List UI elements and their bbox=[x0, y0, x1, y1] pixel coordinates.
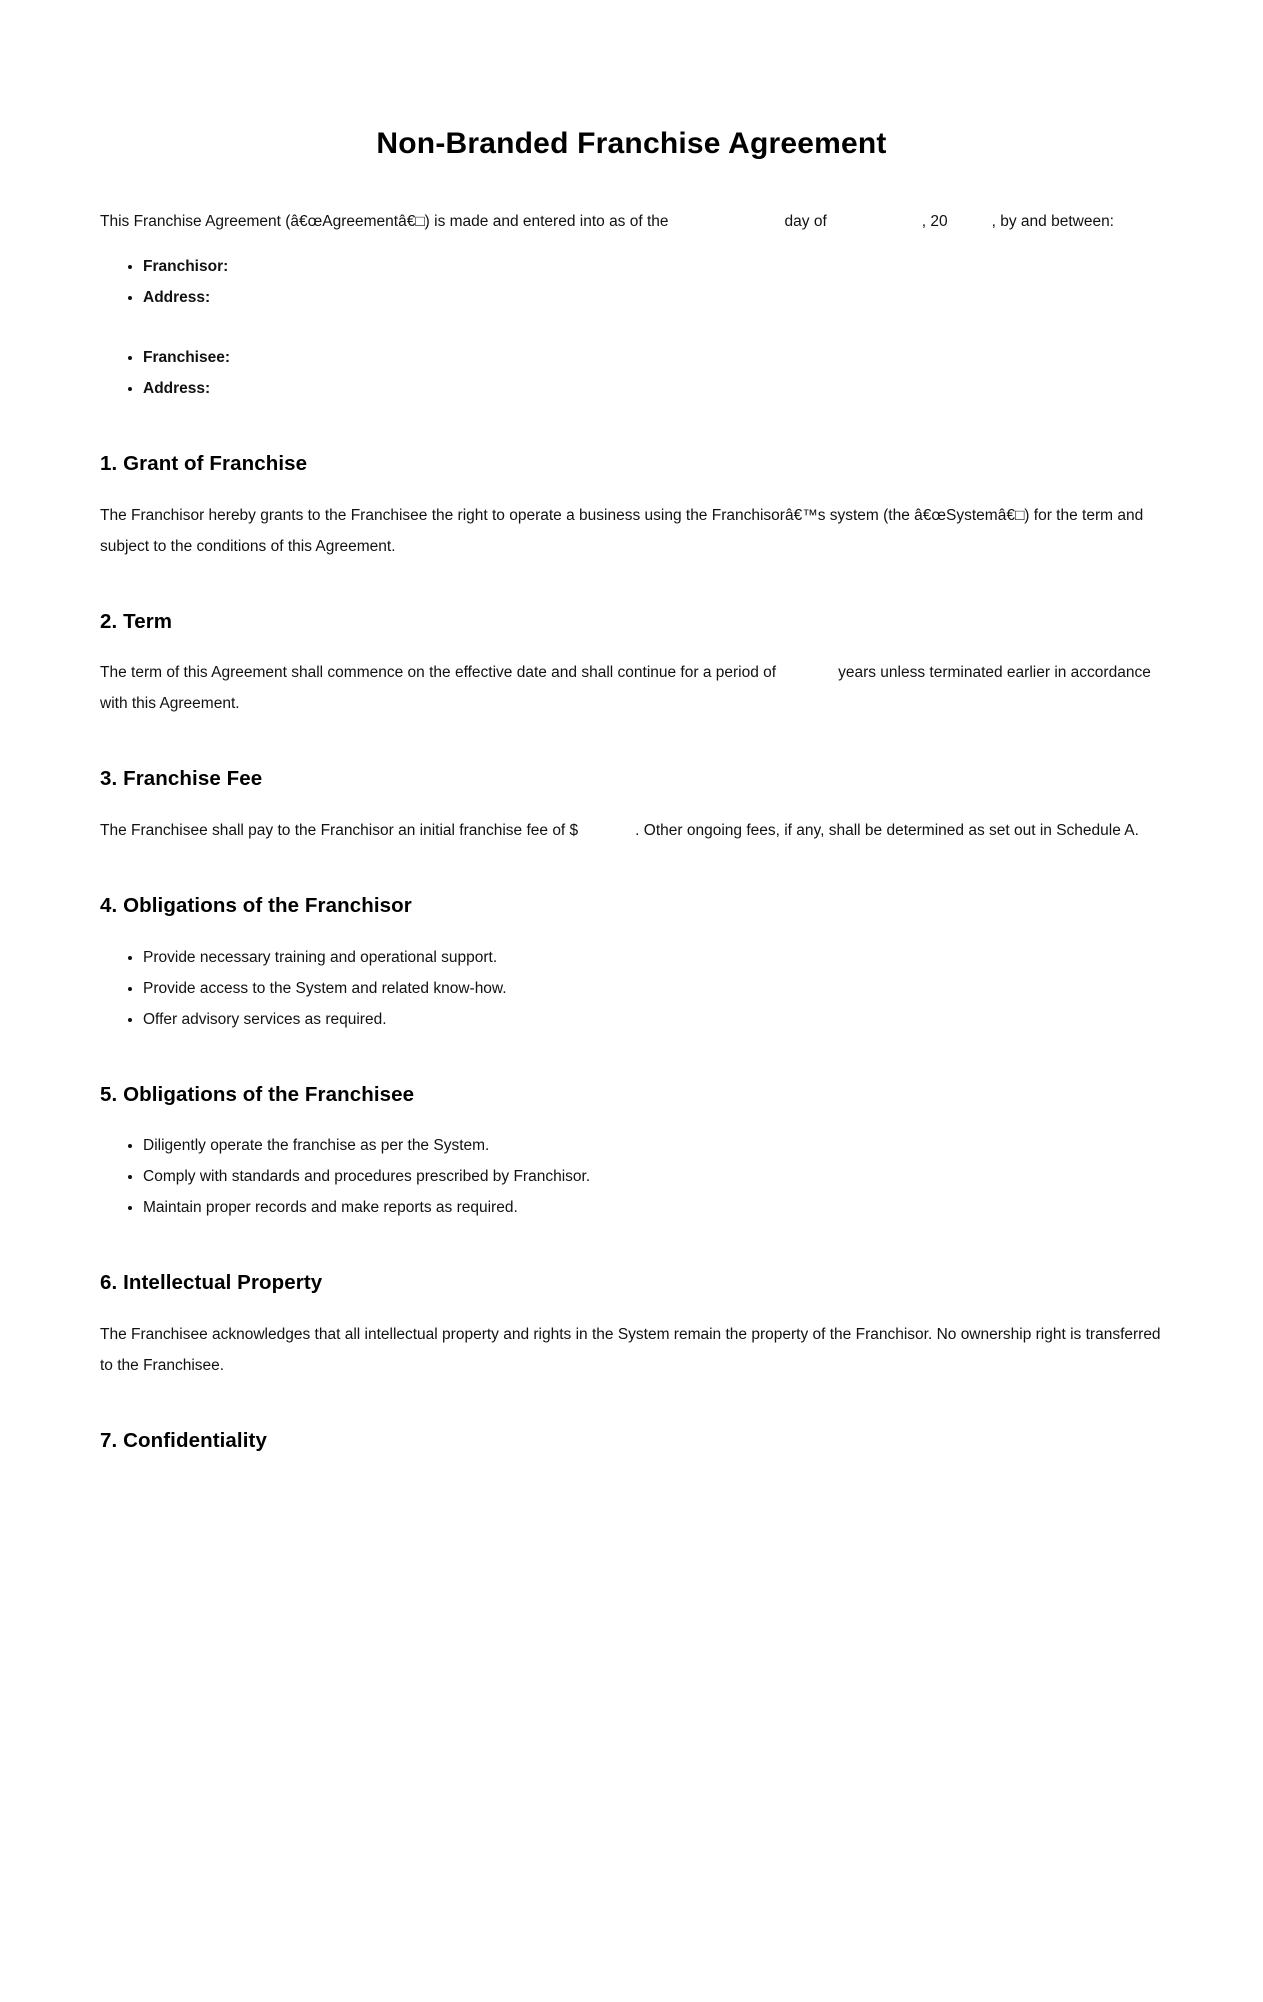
section-heading-intellectual-property: 6. Intellectual Property bbox=[100, 1271, 323, 1295]
section-heading-confidentiality: 7. Confidentiality bbox=[100, 1428, 267, 1452]
section-body-intellectual-property: The Franchisee acknowledges that all intellectual property and rights in the System remain the property of the Franchisor. No ownership right is transferred to the Franchisee. bbox=[100, 1325, 1161, 1374]
list-item-franchisee-address: • Address: bbox=[143, 373, 1163, 404]
list-item: • Provide necessary training and operational support. bbox=[143, 942, 1163, 973]
list-item: • Diligently operate the franchise as per the System. bbox=[143, 1130, 1163, 1161]
effective-date-month-blank bbox=[827, 206, 922, 237]
intro-text-part3: , 20 bbox=[921, 213, 948, 230]
list-item: • Comply with standards and procedures prescribed by Franchisor. bbox=[143, 1161, 1163, 1192]
list-item-franchisor: • Franchisor: bbox=[143, 251, 1163, 282]
intro-text-part2: day of bbox=[784, 213, 827, 230]
section-body-term bbox=[100, 657, 1163, 719]
party-list-separator bbox=[100, 313, 1163, 342]
section-heading-obligations-franchisee: 5. Obligations of the Franchisee bbox=[100, 1082, 415, 1106]
effective-date-day-blank bbox=[669, 206, 785, 237]
section-heading-obligations-franchisor: 4. Obligations of the Franchisor bbox=[100, 893, 412, 917]
intro-paragraph bbox=[100, 206, 1163, 237]
obligations-franchisor-list bbox=[100, 942, 1163, 1035]
list-item-franchisor-address: • Address: bbox=[143, 282, 1163, 313]
section-body-grant-of-franchise: The Franchisor hereby grants to the Franchisee the right to operate a business using the Franchisorâ€™s system (the â€œSystemâ€□) for the term and subject to the conditions of this Agreement. bbox=[100, 506, 1144, 555]
term-years-blank bbox=[776, 657, 838, 688]
franchise-fee-text-part1: The Franchisee shall pay to the Franchisor an initial franchise fee of $ bbox=[100, 821, 579, 839]
list-item: • Provide access to the System and related know-how. bbox=[143, 973, 1163, 1004]
intro-text-part4: , by and between: bbox=[991, 213, 1114, 230]
term-text-part1: The term of this Agreement shall commence on the effective date and shall continue for a period of bbox=[100, 664, 777, 682]
list-item: • Offer advisory services as required. bbox=[143, 1004, 1163, 1035]
franchisee-party-list bbox=[100, 342, 1163, 404]
franchise-fee-text-part2: . Other ongoing fees, if any, shall be determined as set out in Schedule A. bbox=[635, 821, 1139, 839]
franchise-fee-amount-blank bbox=[578, 815, 635, 846]
effective-date-year-blank bbox=[948, 206, 992, 237]
list-item-franchisee: • Franchisee: bbox=[143, 342, 1163, 373]
section-heading-grant-of-franchise: 1. Grant of Franchise bbox=[100, 452, 308, 475]
section-body-franchise-fee bbox=[100, 815, 1163, 846]
franchisor-party-list bbox=[100, 251, 1163, 313]
list-item: • Maintain proper records and make reports as required. bbox=[143, 1192, 1163, 1223]
section-heading-franchise-fee: 3. Franchise Fee bbox=[100, 767, 263, 791]
document-title: Non-Branded Franchise Agreement bbox=[376, 127, 887, 160]
term-text-part2: years unless terminated earlier in accordance with this Agreement. bbox=[100, 664, 1151, 713]
intro-text-part1: This Franchise Agreement (â€œAgreementâ€□) is made and entered into as of the bbox=[100, 213, 669, 230]
section-heading-term: 2. Term bbox=[100, 609, 173, 633]
obligations-franchisee-list bbox=[100, 1130, 1163, 1223]
